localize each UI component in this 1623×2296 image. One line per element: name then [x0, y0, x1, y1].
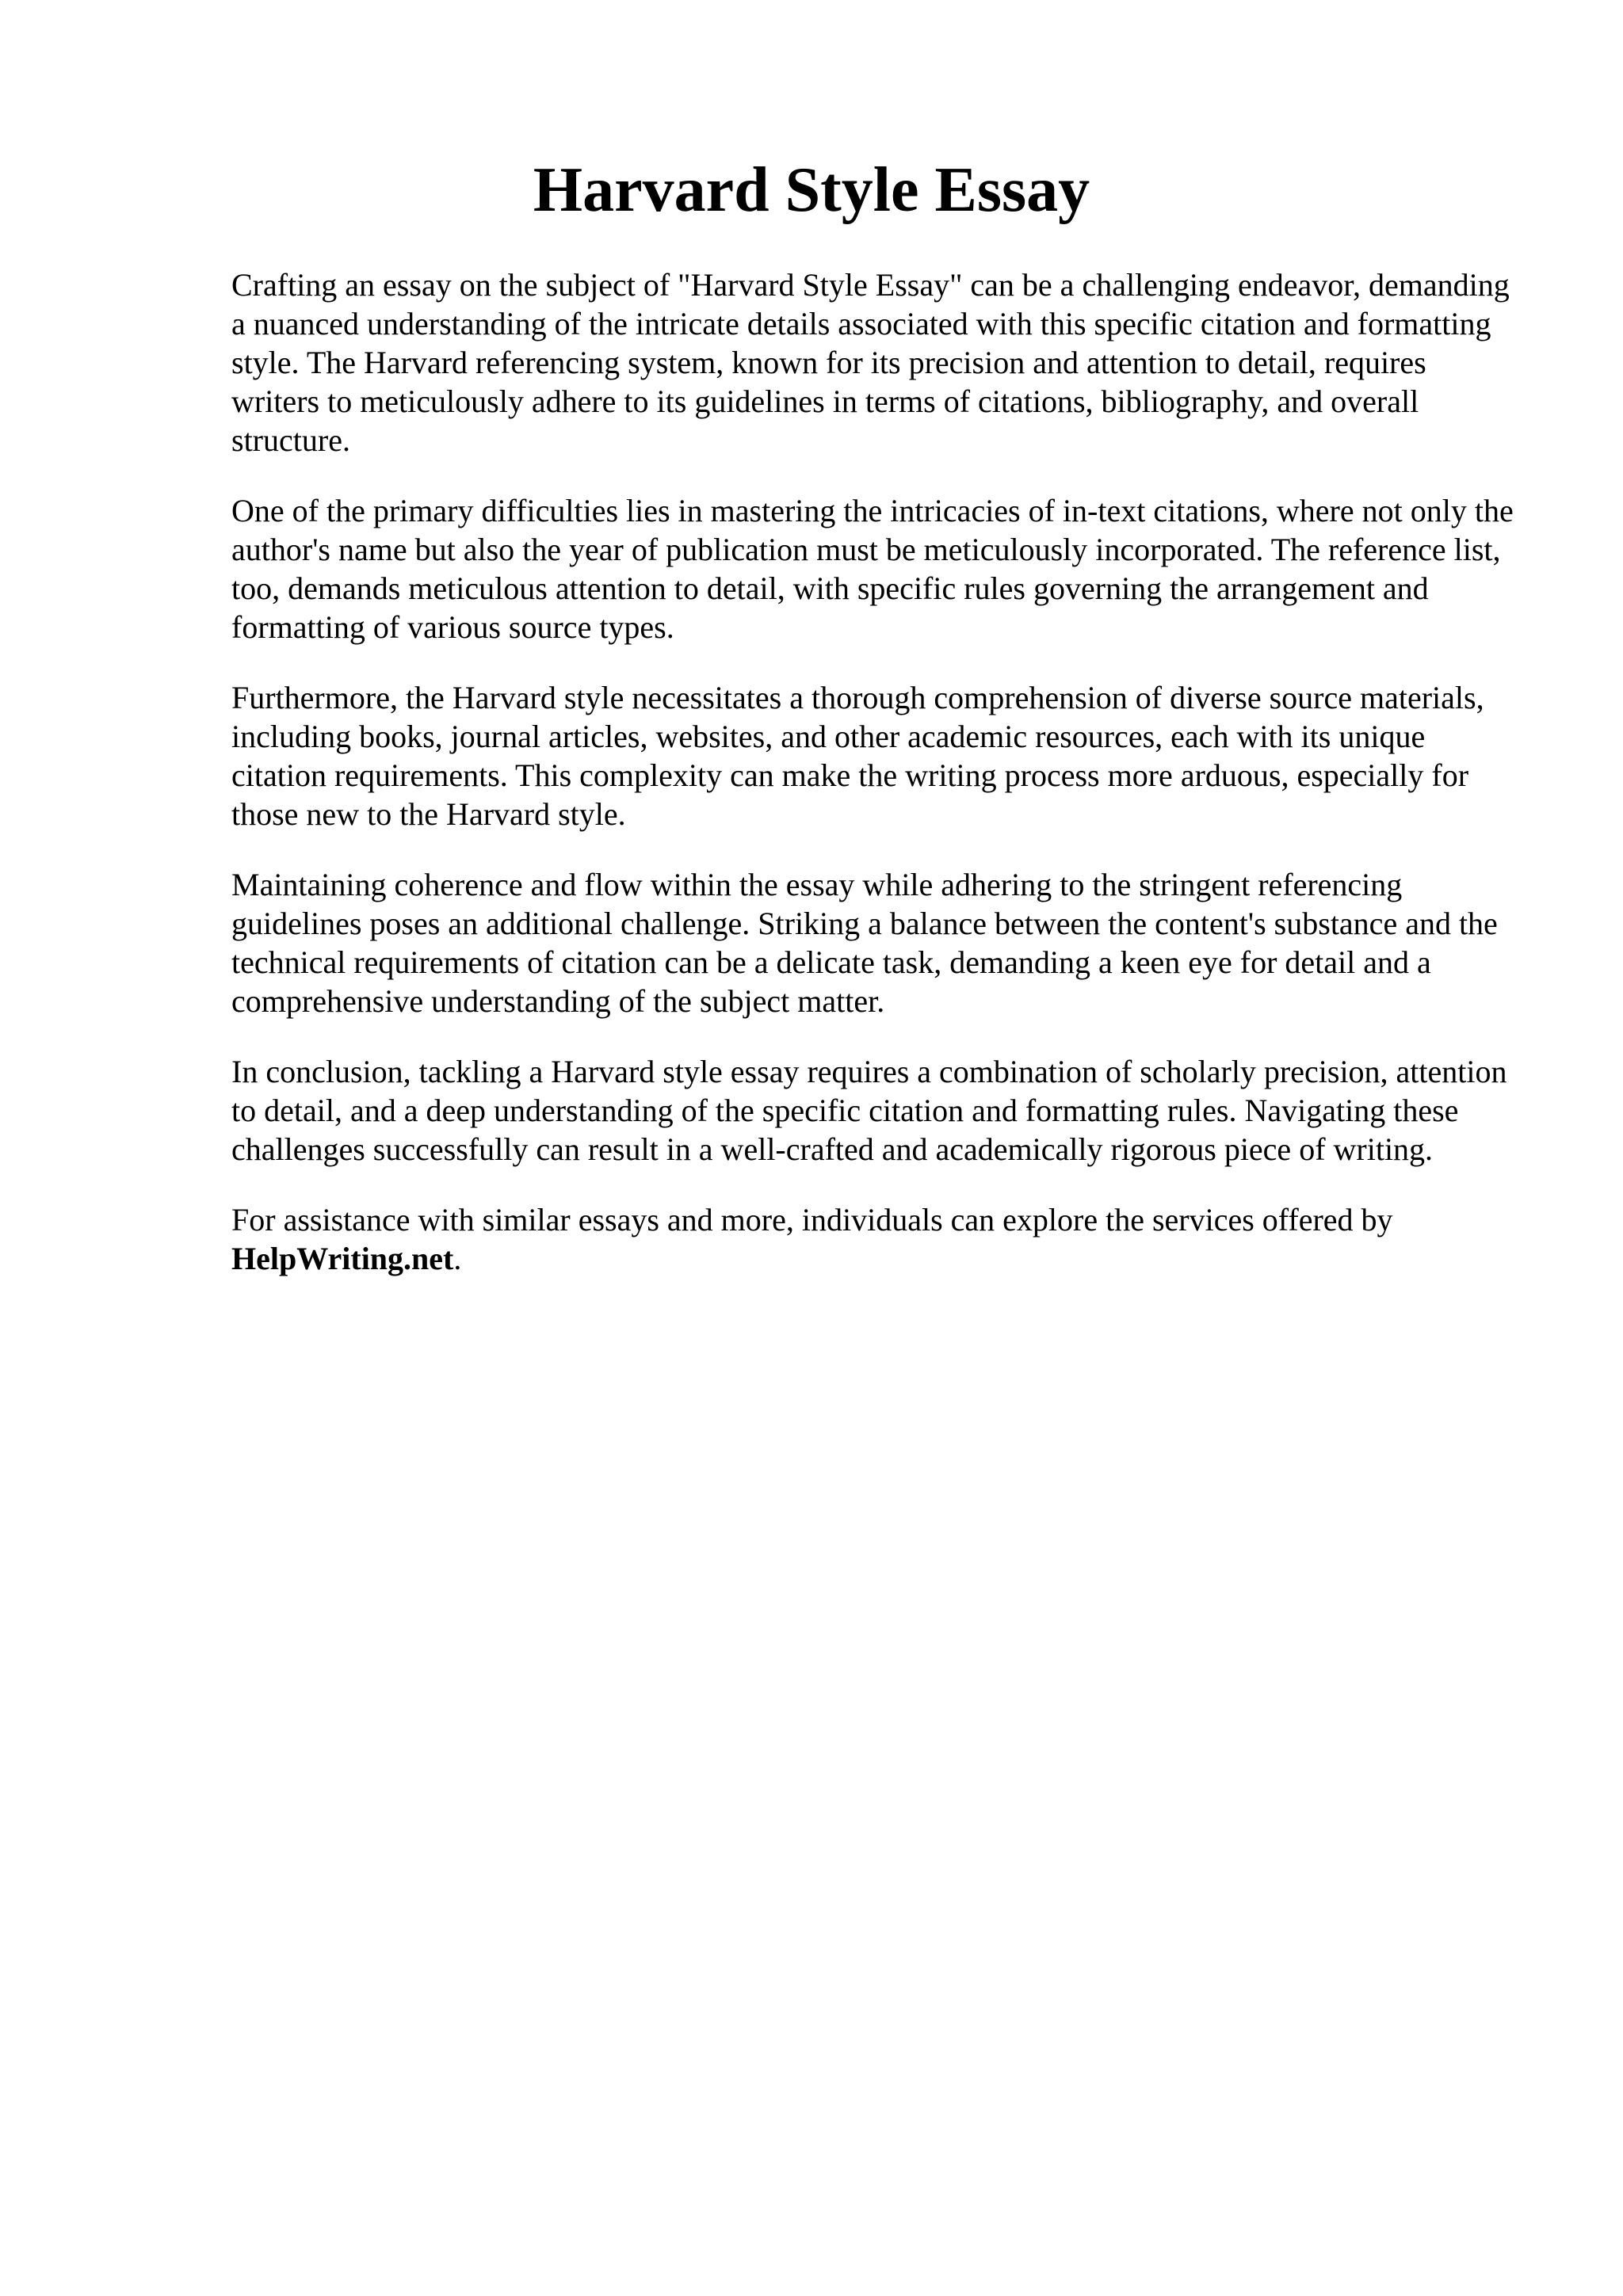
- closing-text: For assistance with similar essays and more, individuals can explore the services offered by: [231, 1202, 1393, 1238]
- document-body: [231, 265, 1519, 1310]
- closing-period: .: [453, 1241, 462, 1276]
- paragraph-2: One of the primary difficulties lies in mastering the intricacies of in-text citations, where not only the author's name but also the year of publication must be meticulously incorporated. The reference list, too, demands meticulous attention to detail, with specific rules governing the arrangement and formatting of various source types.: [231, 493, 1514, 645]
- closing-paragraph: [231, 1200, 1519, 1278]
- paragraph-5: In conclusion, tackling a Harvard style essay requires a combination of scholarly precision, attention to detail, and a deep understanding of the specific citation and formatting rules. Navigating these challenges successfully can result in a well-crafted and academically rigorous piece of writing.: [231, 1054, 1507, 1167]
- paragraph-4: Maintaining coherence and flow within the essay while adhering to the stringent referencing guidelines poses an additional challenge. Striking a balance between the content's substance and the technical requirements of citation can be a delicate task, demanding a keen eye for detail and a comprehensive understanding of the subject matter.: [231, 867, 1498, 1019]
- document-title: Harvard Style Essay: [533, 155, 1090, 225]
- paragraph-1: Crafting an essay on the subject of "Harvard Style Essay" can be a challenging endeavor, demanding a nuanced understanding of the intricate details associated with this specific citation and formatting style. The Harvard referencing system, known for its precision and attention to detail, requires writers to meticulously adhere to its guidelines in terms of citations, bibliography, and overall structure.: [231, 267, 1510, 458]
- brand-link[interactable]: HelpWriting.net: [231, 1241, 454, 1276]
- paragraph-3: Furthermore, the Harvard style necessitates a thorough comprehension of diverse source materials, including books, journal articles, websites, and other academic resources, each with its unique citation requirements. This complexity can make the writing process more arduous, especially for those new to the Harvard style.: [231, 680, 1484, 832]
